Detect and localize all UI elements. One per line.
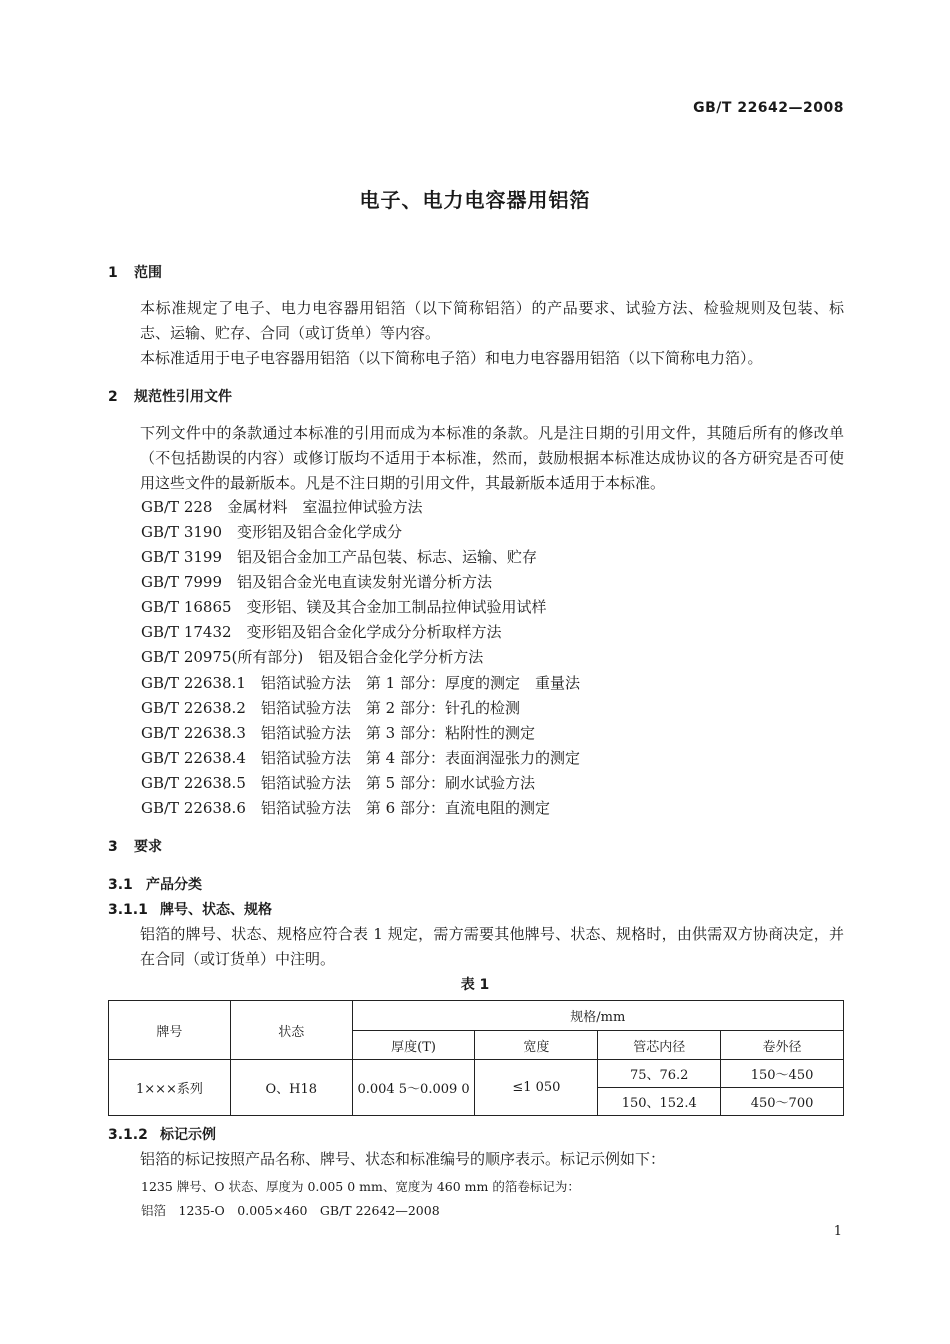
table-row — [109, 1060, 844, 1088]
cell-grade: 1×××系列 — [109, 1060, 231, 1116]
section-title: 产品分类 — [146, 877, 202, 893]
cell-outer: 150～450 — [721, 1060, 844, 1088]
section-number: 2 — [108, 389, 118, 405]
section-title: 范围 — [134, 265, 162, 281]
header-cell-temper: 状态 — [230, 1001, 352, 1060]
header-cell-grade: 牌号 — [109, 1001, 231, 1060]
reference-item: GB/T 3190 变形铝及铝合金化学成分 — [141, 523, 403, 541]
section-1-para-1 — [108, 296, 844, 346]
section-title: 规范性引用文件 — [134, 389, 232, 405]
section-number: 3.1 — [108, 877, 133, 893]
section-number: 1 — [108, 265, 118, 281]
header-cell-core: 管芯内径 — [598, 1031, 721, 1060]
table-header-row — [109, 1001, 844, 1031]
section-3-1-2-para — [108, 1147, 844, 1172]
paragraph-text: 铝箔的牌号、状态、规格应符合表 1 规定，需方需要其他牌号、状态、规格时，由供需双方协商决定，并在合同（或订货单）中注明。 — [140, 925, 844, 968]
section-3-1-2-heading — [108, 1124, 216, 1144]
reference-item: GB/T 16865 变形铝、镁及其合金加工制品拉伸试验用试样 — [141, 598, 547, 616]
cell-temper: O、H18 — [230, 1060, 352, 1116]
reference-item: GB/T 22638.4 铝箔试验方法 第 4 部分：表面润湿张力的测定 — [141, 749, 580, 767]
section-1-heading — [108, 262, 162, 282]
page-number: 1 — [833, 1224, 842, 1239]
section-number: 3 — [108, 839, 118, 855]
section-3-1-heading — [108, 874, 202, 894]
reference-item: GB/T 228 金属材料 室温拉伸试验方法 — [141, 498, 423, 516]
reference-item: GB/T 22638.6 铝箔试验方法 第 6 部分：直流电阻的测定 — [141, 799, 550, 817]
cell-width: ≤1 050 — [475, 1060, 598, 1116]
cell-outer: 450～700 — [721, 1088, 844, 1116]
section-2-intro — [108, 421, 844, 496]
reference-item: GB/T 22638.2 铝箔试验方法 第 2 部分：针孔的检测 — [141, 699, 520, 717]
section-2-heading — [108, 386, 232, 406]
section-3-1-1-para — [108, 922, 844, 972]
document-title: 电子、电力电容器用铝箔 — [359, 188, 591, 212]
reference-item: GB/T 17432 变形铝及铝合金化学成分分析取样方法 — [141, 623, 502, 641]
reference-item: GB/T 22638.3 铝箔试验方法 第 3 部分：粘附性的测定 — [141, 724, 535, 742]
reference-item: GB/T 22638.1 铝箔试验方法 第 1 部分：厚度的测定 重量法 — [141, 674, 580, 692]
section-number: 3.1.1 — [108, 902, 148, 918]
section-3-heading — [108, 836, 162, 856]
reference-item: GB/T 20975(所有部分) 铝及铝合金化学分析方法 — [141, 648, 484, 666]
paragraph-text: 下列文件中的条款通过本标准的引用而成为本标准的条款。凡是注日期的引用文件，其随后所有的修改单（不包括勘误的内容）或修订版均不适用于本标准，然而，鼓励根据本标准达成协议的各方研究是否可使用这些文件的最新版本。凡是不注日期的引用文件，其最新版本适用于本标准。 — [140, 424, 844, 492]
paragraph-text: 本标准规定了电子、电力电容器用铝箔（以下简称铝箔）的产品要求、试验方法、检验规则及包装、标志、运输、贮存、合同（或订货单）等内容。 — [140, 299, 844, 342]
cell-thickness: 0.004 5～0.009 0 — [352, 1060, 475, 1116]
header-cell-outer: 卷外径 — [721, 1031, 844, 1060]
reference-item: GB/T 22638.5 铝箔试验方法 第 5 部分：刷水试验方法 — [141, 774, 535, 792]
header-cell-width: 宽度 — [475, 1031, 598, 1060]
example-description: 1235 牌号、O 状态、厚度为 0.005 0 mm、宽度为 460 mm 的箔卷标记为： — [141, 1179, 580, 1194]
section-1-para-2 — [108, 346, 844, 371]
cell-core: 75、76.2 — [598, 1060, 721, 1088]
spec-table — [108, 1000, 844, 1116]
paragraph-text: 本标准适用于电子电容器用铝箔（以下简称电子箔）和电力电容器用铝箔（以下简称电力箔）。 — [140, 349, 763, 367]
cell-core: 150、152.4 — [598, 1088, 721, 1116]
reference-item: GB/T 3199 铝及铝合金加工产品包装、标志、运输、贮存 — [141, 548, 538, 566]
header-cell-thickness: 厚度(T) — [352, 1031, 475, 1060]
section-title: 牌号、状态、规格 — [160, 902, 272, 918]
reference-item: GB/T 7999 铝及铝合金光电直读发射光谱分析方法 — [141, 573, 493, 591]
paragraph-text: 铝箔的标记按照产品名称、牌号、状态和标准编号的顺序表示。标记示例如下： — [140, 1150, 666, 1168]
section-title: 要求 — [134, 839, 162, 855]
section-title: 标记示例 — [160, 1127, 216, 1143]
example-mark: 铝箔 1235-O 0.005×460 GB/T 22642—2008 — [141, 1203, 440, 1218]
section-number: 3.1.2 — [108, 1127, 148, 1143]
standard-number: GB/T 22642—2008 — [693, 100, 844, 116]
header-cell-spec: 规格/mm — [352, 1001, 843, 1031]
section-3-1-1-heading — [108, 899, 272, 919]
table-caption: 表 1 — [460, 977, 490, 993]
